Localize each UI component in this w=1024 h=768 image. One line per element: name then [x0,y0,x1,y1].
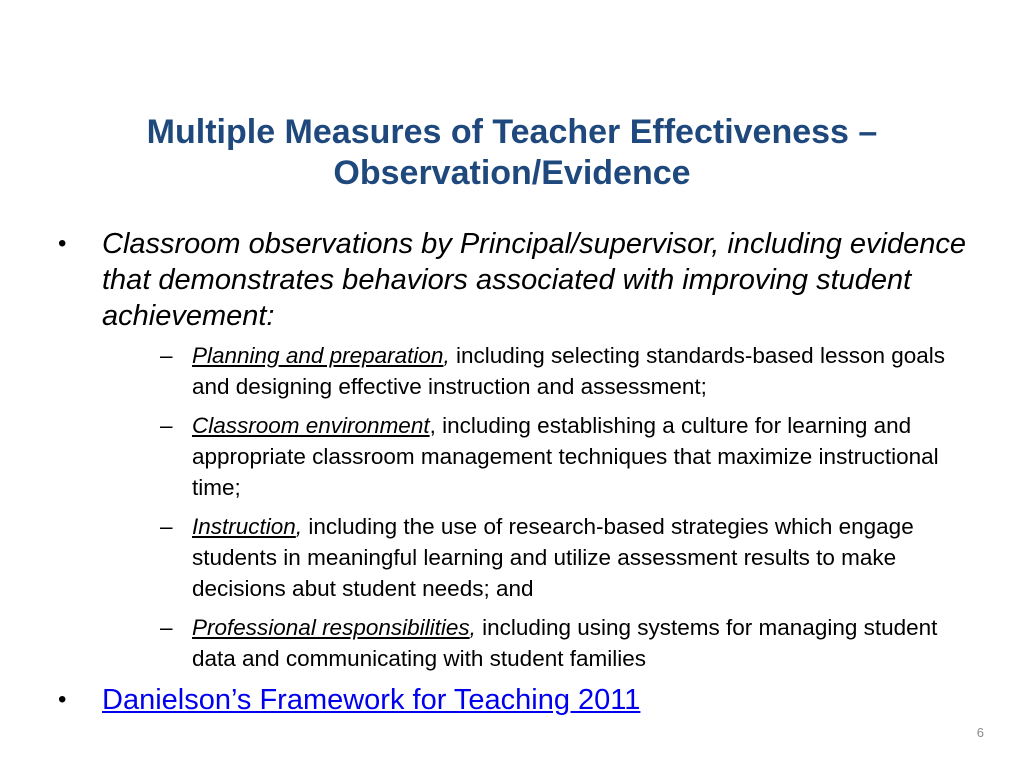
term-instruction: Instruction [192,514,296,539]
sub-bullet-list [102,340,976,674]
dash-marker: – [160,413,173,438]
sub-item-text: including establishing a culture for learning and appropriate classroom management techniques that maximize instructional time; [192,413,939,500]
dash-marker: – [160,343,173,368]
term-punct: , [443,343,450,368]
sub-item-text: including selecting standards-based lesson goals and designing effective instruction and assessment; [192,343,946,399]
term-planning: Planning and preparation [192,343,444,368]
term-punct: , [469,615,476,640]
danielson-framework-link[interactable]: Danielson’s Framework for Teaching 2011 [102,684,641,716]
slide-title-line-2: Observation/Evidence [333,154,691,192]
sub-item-professional [102,612,976,674]
sub-item-text: including the use of research-based strategies which engage students in meaningful learning and utilize assessment results to make decisions abut student needs; and [192,514,914,601]
sub-item-instruction [102,511,976,604]
dash-marker: – [160,615,173,640]
term-environment: Classroom environment [192,413,430,438]
bullet-text: Classroom observations by Principal/supervisor, including evidence that demonstrates behaviors associated with improving student achievement: [102,228,966,332]
slide-title [40,112,984,194]
sub-item-environment [102,410,976,503]
dash-marker: – [160,514,173,539]
term-punct: , [429,413,436,438]
bullet-danielson-link [56,682,976,718]
sub-item-text: including using systems for managing student data and communicating with student families [192,615,938,671]
slide-title-line-1: Multiple Measures of Teacher Effectiveness – [146,113,878,151]
term-punct: , [295,514,303,539]
page-number: 6 [976,725,984,740]
term-professional: Professional responsibilities [192,615,470,640]
bullet-marker: • [58,686,67,713]
bullet-classroom-observations [56,226,976,674]
bullet-list [56,226,976,718]
bullet-marker: • [58,230,67,257]
sub-item-planning [102,340,976,402]
